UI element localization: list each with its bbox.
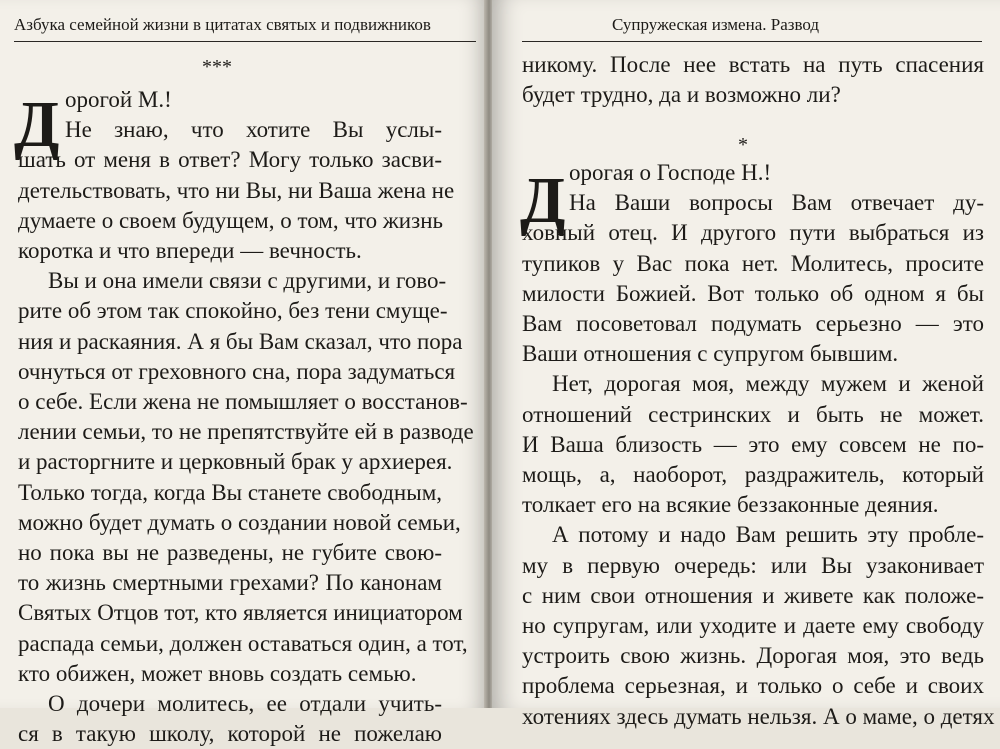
text-line: шать от меня в ответ? Могу только засви-: [18, 147, 442, 173]
text-line: будет трудно, да и возможно ли?: [522, 82, 841, 108]
text-line: но пока вы не разведены, не губите свою-: [18, 540, 442, 566]
text-line: А потому и надо Вам решить эту пробле-: [552, 522, 984, 548]
text-line: лении семьи, то не препятствуйте ей в разводе: [18, 419, 474, 445]
text-line: ся в такую школу, которой не пожелаю: [18, 721, 442, 747]
text-line: Святых Отцов тот, кто является инициатором: [18, 600, 463, 626]
right-running-header: Супружеская измена. Развод: [612, 15, 820, 34]
left-body-text: [18, 85, 474, 749]
text-line: кто обижен, может вновь создать семью.: [18, 660, 417, 686]
text-line: Нет, дорогая моя, между мужем и женой: [552, 371, 984, 397]
text-line: распада семьи, должен оставаться один, а тот,: [18, 630, 468, 656]
drop-cap: Д: [14, 88, 60, 161]
salutation-line: орогая о Господе Н.!: [569, 160, 772, 185]
text-line: му в первую очередь: или Вы узаконивает: [522, 552, 984, 578]
salutation-line: орогой М.!: [65, 87, 172, 112]
right-continued-text: [522, 50, 984, 110]
text-line: О дочери молитесь, ее отдали учить-: [48, 691, 442, 717]
text-line: то жизнь смертными грехами? По канонам: [18, 570, 442, 596]
text-line: Вы и она имели связи с другими, и гово-: [48, 268, 447, 294]
text-line: никому. После нее встать на путь спасения: [522, 52, 984, 77]
text-line: очнуться от греховного сна, пора задуматься: [18, 358, 456, 384]
text-line: милости Божией. Вот только об одном я бы: [522, 280, 984, 306]
text-line: и расторгните и церковный брак у архиерея.: [18, 449, 453, 475]
text-line: о себе. Если жена не помышляет о восстанов-: [18, 389, 468, 415]
text-line: с ним свои отношения и живете как положе-: [522, 582, 984, 608]
text-line: хотениях здесь думать нельзя. А о маме, о детях: [522, 703, 995, 729]
left-header-rule: [14, 41, 476, 42]
text-line: коротка и что впереди — вечность.: [18, 238, 362, 264]
text-line: Ваши отношения с супругом бывшим.: [522, 341, 899, 367]
drop-cap: Д: [520, 164, 566, 237]
section-divider: *: [738, 134, 748, 156]
text-line: проблема серьезная, и только о себе и своих: [522, 673, 984, 699]
text-line: мощь, а, наоборот, раздражитель, который: [522, 462, 984, 488]
right-body-text: [522, 158, 995, 732]
text-line: толкает его на всякие беззаконные деяния.: [522, 492, 939, 518]
text-line: думаете о своем будущем, о том, что жизнь: [18, 207, 443, 233]
text-line: отношений сестринских и быть не может.: [522, 401, 984, 427]
section-divider: ***: [202, 56, 232, 78]
text-line: Только тогда, когда Вы станете свободным,: [18, 479, 442, 505]
left-page: [0, 0, 486, 747]
text-line: ховный отец. И другого пути выбраться из: [522, 220, 984, 246]
right-page: [492, 0, 1000, 729]
text-line: рите об этом так спокойно, без тени смуще-: [18, 298, 448, 324]
text-line: тупиков у Вас пока нет. Молитесь, просите: [522, 250, 984, 276]
text-line: устроить свою жизнь. Дорогая моя, это ведь: [522, 643, 984, 669]
text-line: ния и раскаяния. А я бы Вам сказал, что пора: [18, 328, 463, 354]
right-header-rule: [522, 41, 982, 42]
text-line: На Ваши вопросы Вам отвечает ду-: [569, 190, 984, 216]
text-line: Вам посоветовал подумать серьезно — это: [522, 311, 984, 337]
text-line: Не знаю, что хотите Вы услы-: [65, 117, 442, 143]
text-line: детельствовать, что ни Вы, ни Ваша жена не: [18, 177, 455, 203]
text-line: но супругам, или уходите и даете ему свободу: [522, 613, 984, 639]
left-running-header: Азбука семейной жизни в цитатах святых и подвижников: [14, 15, 431, 34]
text-line: можно будет думать о создании новой семьи,: [18, 509, 461, 535]
text-line: И Ваша близость — это ему совсем не по-: [522, 431, 984, 457]
